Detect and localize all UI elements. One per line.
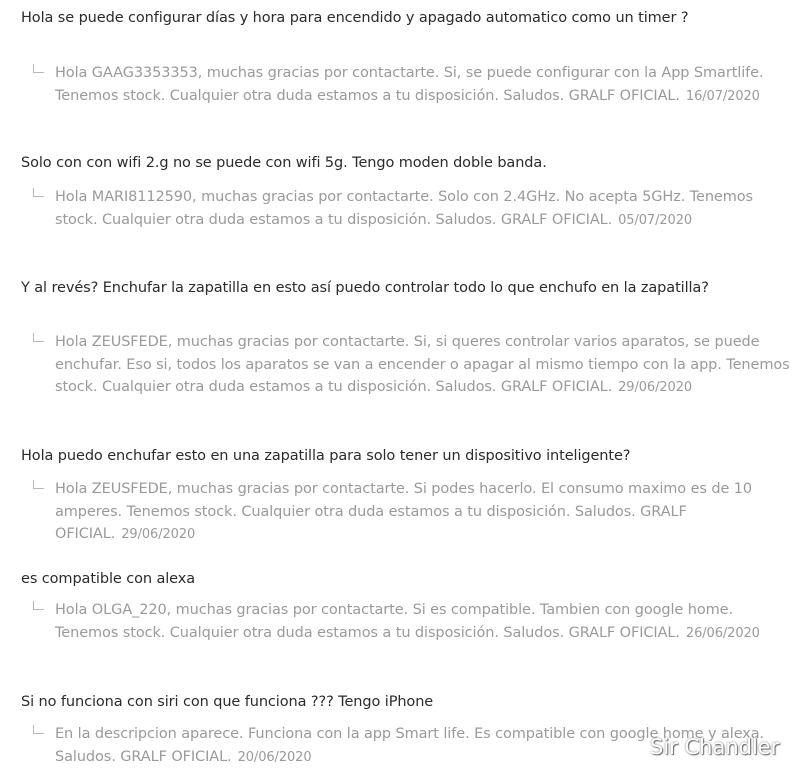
reply-corner-icon: [33, 480, 44, 489]
qa-item: [0, 571, 800, 671]
question-text: Hola se puede configurar días y hora para encendido y apagado automatico como un timer ?: [21, 10, 689, 26]
qa-item: [0, 10, 800, 130]
qa-item: [0, 280, 800, 420]
reply-corner-icon: [33, 725, 44, 734]
answer-text: [55, 62, 790, 108]
answer-date: 05/07/2020: [618, 212, 693, 228]
answer-body: Hola MARI8112590, muchas gracias por contactarte. Solo con 2.4GHz. No acepta 5GHz. Tenemos stock. Cualquier otra duda estamos a tu disposición. Saludos. GRALF OFICIAL.: [55, 189, 753, 228]
question-text: Solo con con wifi 2.g no se puede con wifi 5g. Tengo moden doble banda.: [21, 155, 547, 171]
answer-body: Hola ZEUSFEDE, muchas gracias por contactarte. Si, si queres controlar varios aparatos, se puede enchufar. Eso si, todos los aparatos se van a encender o apagar al mismo tiempo con la app. Tenemos stock. Cualquier otra duda estamos a tu disposición. Saludos. GRALF OFICIAL.: [55, 334, 790, 395]
answer-text: [55, 599, 790, 645]
answer-date: 26/06/2020: [685, 625, 760, 641]
answer-body: Hola ZEUSFEDE, muchas gracias por contactarte. Si podes hacerlo. El consumo maximo es de 10 amperes. Tenemos stock. Cualquier otra duda estamos a tu disposición. Saludos. GRALF OFICIAL.: [55, 481, 753, 542]
qa-item: [0, 448, 800, 548]
answer-text: [55, 478, 790, 547]
question-text: Si no funciona con siri con que funciona ??? Tengo iPhone: [21, 694, 434, 710]
answer-text: [55, 331, 790, 400]
question-text: es compatible con alexa: [21, 571, 196, 587]
answer-body: Hola GAAG3353353, muchas gracias por contactarte. Si, se puede configurar con la App Smartlife. Tenemos stock. Cualquier otra duda estamos a tu disposición. Saludos. GRALF OFICIAL.: [55, 65, 764, 104]
answer-text: [55, 186, 790, 232]
answer-date: 16/07/2020: [685, 88, 760, 104]
reply-corner-icon: [33, 188, 44, 197]
qa-item: [0, 694, 800, 774]
answer-body: Hola OLGA_220, muchas gracias por contactarte. Si es compatible. Tambien con google home. Tenemos stock. Cualquier otra duda estamos a tu disposición. Saludos. GRALF OFICIAL.: [55, 602, 733, 641]
watermark: Sir Chandler: [650, 735, 780, 759]
question-text: Y al revés? Enchufar la zapatilla en esto así puedo controlar todo lo que enchufo en la zapatilla?: [21, 280, 709, 296]
reply-corner-icon: [33, 333, 44, 342]
answer-date: 29/06/2020: [121, 527, 196, 542]
answer-date: 29/06/2020: [618, 380, 693, 395]
answer-body: En la descripcion aparece. Funciona con la app Smart life. Es compatible con google home y alexa. Saludos. GRALF OFICIAL.: [55, 726, 765, 765]
answer-date: 20/06/2020: [237, 749, 312, 765]
qa-item: [0, 155, 800, 255]
question-text: Hola puedo enchufar esto en una zapatilla para solo tener un dispositivo inteligente?: [21, 448, 631, 464]
reply-corner-icon: [33, 64, 44, 73]
reply-corner-icon: [33, 601, 44, 610]
